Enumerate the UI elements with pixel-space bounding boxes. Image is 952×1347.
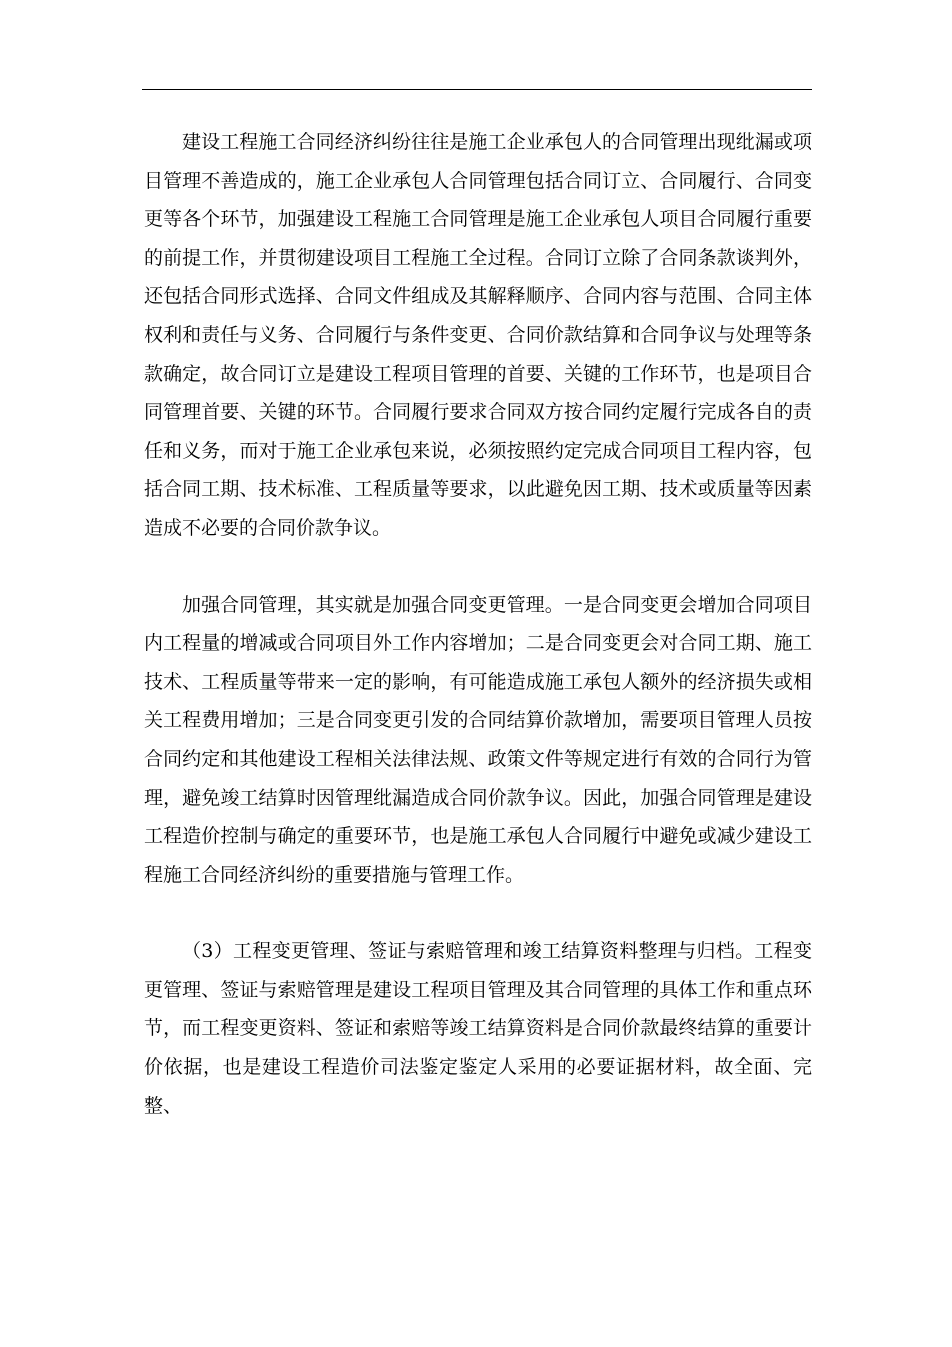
paragraph-change-claims-archiving: （3）工程变更管理、签证与索赔管理和竣工结算资料整理与归档。工程变更管理、签证与索赔管理是建设工程项目管理及其合同管理的具体工作和重点环节，而工程变更资料、签证和索赔等竣工结算资料是合同价款最终结算的重要计价依据，也是建设工程造价司法鉴定鉴定人采用的必要证据材料，故全面、完整、 [144, 940, 812, 1117]
paragraph-contract-management: 建设工程施工合同经济纠纷往往是施工企业承包人的合同管理出现纰漏或项目管理不善造成的，施工企业承包人合同管理包括合同订立、合同履行、合同变更等各个环节，加强建设工程施工合同管理是施工企业承包人项目合同履行重要的前提工作，并贯彻建设项目工程施工全过程。合同订立除了合同条款谈判外，还包括合同形式选择、合同文件组成及其解释顺序、合同内容与范围、合同主体权利和责任与义务、合同履行与条件变更、合同价款结算和合同争议与处理等条款确定，故合同订立是建设工程项目管理的首要、关键的工作环节，也是项目合同管理首要、关键的环节。合同履行要求合同双方按合同约定履行完成各自的责任和义务，而对于施工企业承包来说，必须按照约定完成合同项目工程内容，包括合同工期、技术标准、工程质量等要求，以此避免因工期、技术或质量等因素造成不必要的合同价款争议。 [144, 131, 812, 539]
body-text [144, 123, 812, 1163]
paragraph-contract-change: 加强合同管理，其实就是加强合同变更管理。一是合同变更会增加合同项目内工程量的增减或合同项目外工作内容增加；二是合同变更会对合同工期、施工技术、工程质量等带来一定的影响，有可能造成施工承包人额外的经济损失或相关工程费用增加；三是合同变更引发的合同结算价款增加，需要项目管理人员按合同约定和其他建设工程相关法律法规、政策文件等规定进行有效的合同行为管理，避免竣工结算时因管理纰漏造成合同价款争议。因此，加强合同管理是建设工程造价控制与确定的重要环节，也是施工承包人合同履行中避免或减少建设工程施工合同经济纠纷的重要措施与管理工作。 [144, 593, 812, 886]
header-rule [142, 89, 812, 90]
